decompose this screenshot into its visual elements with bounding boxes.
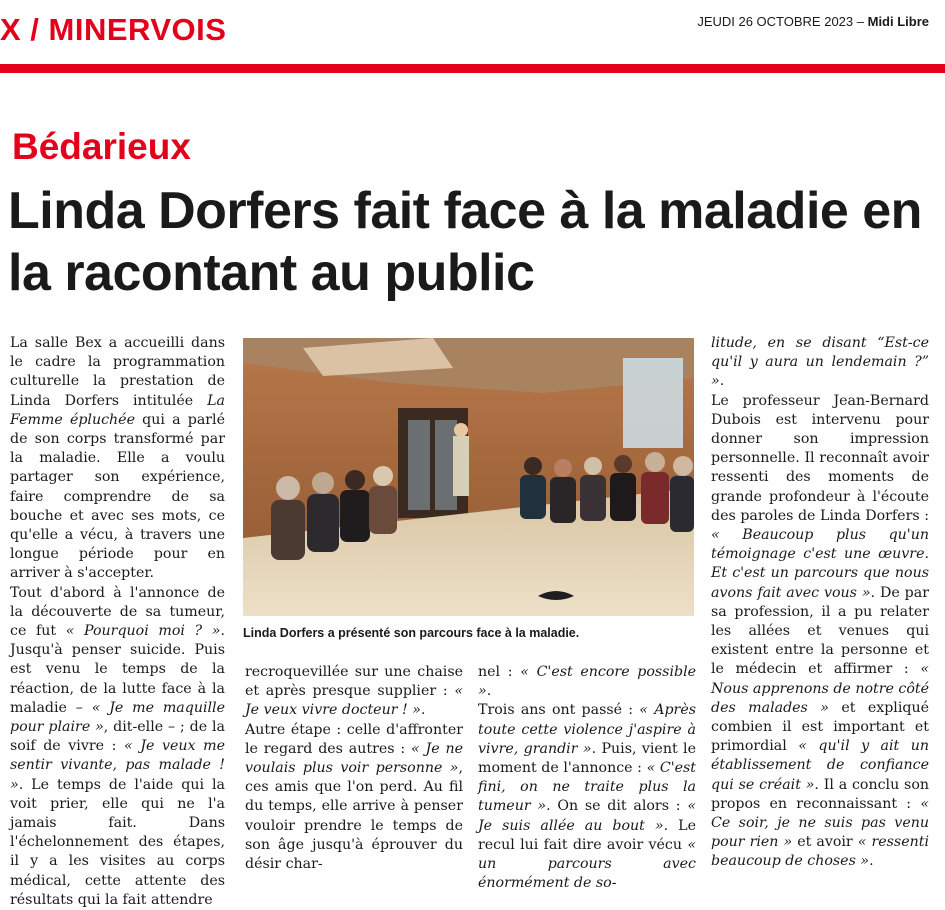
paragraph: Le professeur Jean-Bernard Dubois est intervenu pour donner son impression personnelle. Il reconnaît avoir ressenti des moments de grande profondeur à l'écoute des paroles de Linda Dorfers : « Beaucoup plus qu'un témoignage c'est une œuvre. Et c'est un parcours que nous avons fait avec vous ». De par sa profession, il a pu relater les allées et venues qui existent entre la personne et le médecin et affirmer : « Nous apprenons de notre côté des malades » et expliqué combien il est important et primordial « qu'il y ait un établissement de confiance qui se créait ». Il a conclu son propos en reconnaissant : « Ce soir, je ne suis pas venu pour rien » et avoir « ressenti beaucoup de choses ». [711,392,930,870]
article-photo [243,338,694,616]
paragraph: Autre étape : celle d'affronter le regard des autres : « Je ne voulais plus voir personne », ces amis que l'on perd. Au fil du temps, elle arrive à penser vouloir prendre le temps de son âge jusqu'à éprouver du désir char- [245,721,463,873]
header-rule [0,64,945,73]
article-kicker: Bédarieux [12,126,191,167]
paragraph: Trois ans ont passé : « Après toute cette violence j'aspire à vivre, grandir ». Puis, vient le moment de l'annonce : « C'est fini, on ne traite plus la tumeur ». On se dit alors : « Je suis allée au bout ». Le recul lui fait dire avoir vécu « un parcours avec énormément de so- [478,702,697,892]
article-column-2 [245,663,463,874]
page-header [0,0,945,62]
paragraph: recroquevillée sur une chaise et après presque supplier : « Je veux vivre docteur ! ». [245,664,463,719]
paragraph: nel : « C'est encore possible ». [478,664,697,700]
article-column-4 [711,334,929,872]
newspaper-name: Midi Libre [867,14,929,29]
audience-photo-illustration [243,338,694,616]
paragraph: Tout d'abord à l'annonce de la découverte de sa tumeur, ce fut « Pourquoi moi ? ». Jusqu'à penser suicide. Puis est venu le temps de la réaction, de la lutte face à la maladie – « Je me maquille pour plaire », dit-elle – ; de la soif de vivre : « Je veux me sentir vivante, pas malade ! ». Le temps de l'aide qui la voit prier, elle qui ne l'a jamais fait. Dans l'échelonnement des étapes, il y a les visites au corps médical, cette attente des résultats qui la fait attendre [10,584,225,908]
section-title: X / MINERVOIS [0,12,227,47]
dateline [697,14,929,29]
article-column-3 [478,663,696,893]
article-headline: Linda Dorfers fait face à la maladie en la racontant au public [8,182,922,302]
paragraph: litude, en se disant “Est-ce qu'il y aura un lendemain ?” ». [711,335,929,390]
issue-date: JEUDI 26 OCTOBRE 2023 – [697,14,864,29]
paragraph: La salle Bex a accueilli dans le cadre la programmation culturelle la prestation de Linda Dorfers intitulée La Femme épluchée qui a parlé de son corps transformé par la maladie. Elle a voulu partager son expérience, faire comprendre de sa bouche et avec ses mots, ce qu'elle a vécu, à travers une longue période pour en arriver à s'accepter. [10,335,225,582]
photo-caption: Linda Dorfers a présenté son parcours face à la maladie. [243,626,580,640]
article-column-1 [10,334,225,910]
